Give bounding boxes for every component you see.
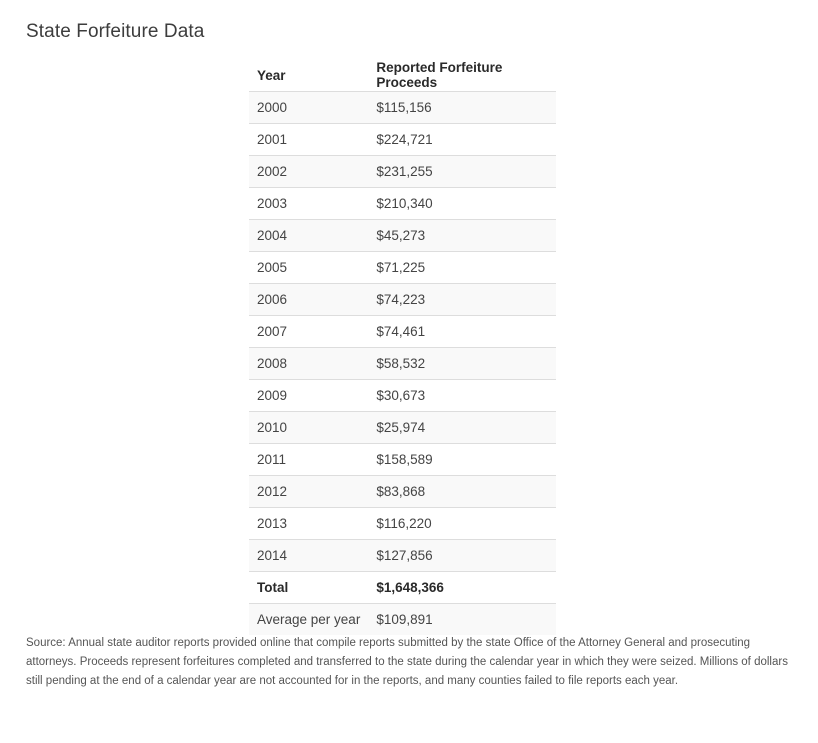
table-body <box>249 92 556 636</box>
year-cell: 2005 <box>249 252 368 284</box>
year-cell: 2008 <box>249 348 368 380</box>
proceeds-cell: $115,156 <box>368 92 556 124</box>
table-row <box>249 92 556 124</box>
average-label: Average per year <box>249 604 368 636</box>
table-row <box>249 188 556 220</box>
table-row <box>249 348 556 380</box>
table-row <box>249 220 556 252</box>
table-row <box>249 508 556 540</box>
average-row <box>249 604 556 636</box>
year-cell: 2014 <box>249 540 368 572</box>
table-row <box>249 540 556 572</box>
average-value: $109,891 <box>368 604 556 636</box>
proceeds-cell: $224,721 <box>368 124 556 156</box>
total-label: Total <box>249 572 368 604</box>
total-value: $1,648,366 <box>368 572 556 604</box>
forfeiture-table <box>249 59 556 635</box>
table-row <box>249 412 556 444</box>
proceeds-cell: $45,273 <box>368 220 556 252</box>
table-row <box>249 284 556 316</box>
proceeds-cell: $231,255 <box>368 156 556 188</box>
table-row <box>249 380 556 412</box>
proceeds-cell: $58,532 <box>368 348 556 380</box>
table-row <box>249 124 556 156</box>
year-cell: 2002 <box>249 156 368 188</box>
table-row <box>249 476 556 508</box>
year-cell: 2001 <box>249 124 368 156</box>
year-cell: 2003 <box>249 188 368 220</box>
year-cell: 2000 <box>249 92 368 124</box>
page-title: State Forfeiture Data <box>26 21 205 42</box>
year-cell: 2004 <box>249 220 368 252</box>
proceeds-cell: $74,461 <box>368 316 556 348</box>
proceeds-cell: $71,225 <box>368 252 556 284</box>
proceeds-cell: $74,223 <box>368 284 556 316</box>
proceeds-cell: $210,340 <box>368 188 556 220</box>
column-header-year: Year <box>257 67 286 83</box>
proceeds-cell: $83,868 <box>368 476 556 508</box>
year-cell: 2013 <box>249 508 368 540</box>
table-row <box>249 156 556 188</box>
table-row <box>249 444 556 476</box>
year-cell: 2011 <box>249 444 368 476</box>
proceeds-cell: $127,856 <box>368 540 556 572</box>
column-header-proceeds: Reported Forfeiture Proceeds <box>376 60 503 90</box>
year-cell: 2009 <box>249 380 368 412</box>
table-header-row <box>249 59 556 92</box>
year-cell: 2006 <box>249 284 368 316</box>
total-row <box>249 572 556 604</box>
table-row <box>249 316 556 348</box>
table-row <box>249 252 556 284</box>
source-note: Source: Annual state auditor reports provided online that compile reports submitted by the state Office of the Attorney General and prosecuting attorneys. Proceeds represent forfeitures completed and transferred to the state during the calendar year in which they were seized. Millions of dollars still pending at the end of a calendar year are not accounted for in the reports, and many counties failed to file reports each year. <box>26 637 788 687</box>
proceeds-cell: $116,220 <box>368 508 556 540</box>
year-cell: 2012 <box>249 476 368 508</box>
proceeds-cell: $30,673 <box>368 380 556 412</box>
year-cell: 2007 <box>249 316 368 348</box>
proceeds-cell: $25,974 <box>368 412 556 444</box>
proceeds-cell: $158,589 <box>368 444 556 476</box>
year-cell: 2010 <box>249 412 368 444</box>
